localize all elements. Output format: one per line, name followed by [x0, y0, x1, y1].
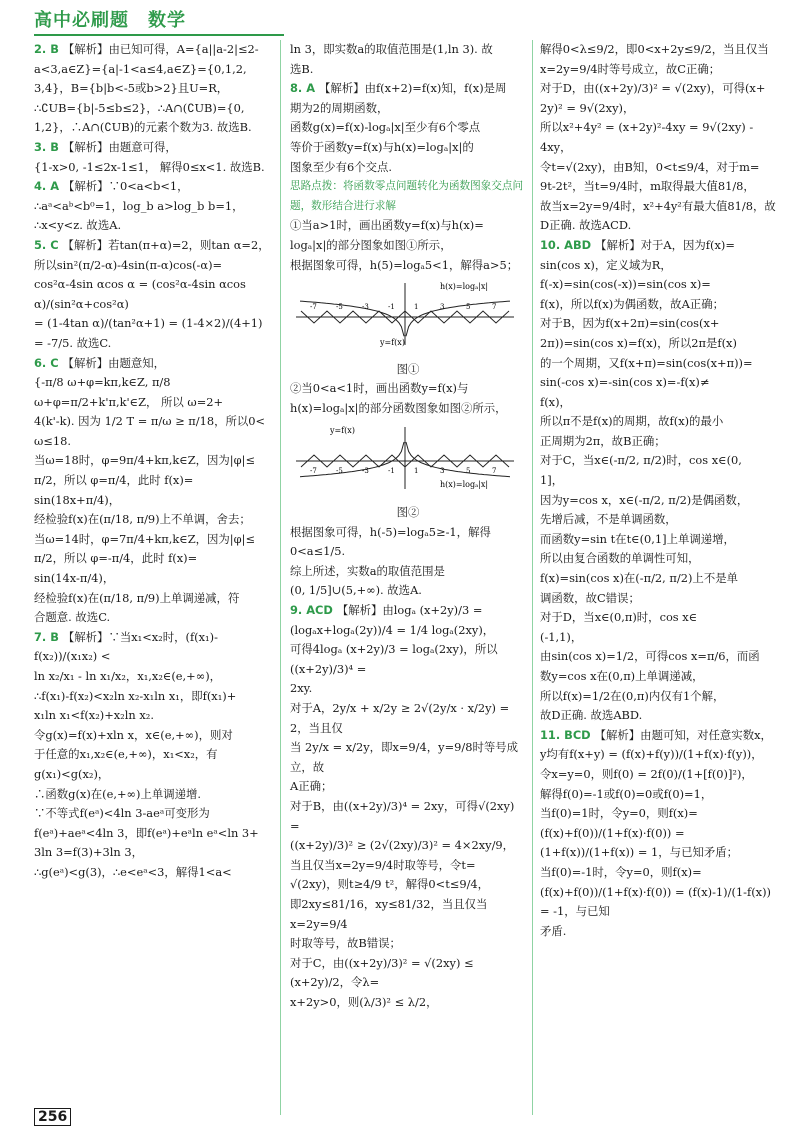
q8-line: (0, 1/5]∪(5,+∞). 故选A. [290, 583, 422, 598]
q11-line: (f(x)+f(0))/(1+f(x)·f(0)) = (1+f(x))/(1+f(x)) = 1，与已知矛盾； [540, 825, 739, 860]
q5-number: 5. C [34, 237, 63, 252]
q8-line: 0<a≤1/5. [290, 544, 346, 559]
tick-label: -5 [336, 303, 343, 312]
q7-line: g(x₁)<g(x₂)， [34, 766, 110, 781]
q10-line: (-1,1)， [540, 629, 583, 644]
q7-line: ∴g(eᵃ)<g(3)，∴e<eᵃ<3，解得1<a< [34, 864, 232, 879]
tick-label: 1 [414, 303, 419, 312]
q3-text: 【解析】由题意可得， [62, 139, 177, 154]
q10-line: 的一个周期，又f(x+π)=sin(cos(x+π))= [540, 355, 753, 370]
figure-2-graph [290, 423, 520, 493]
q10-line: 数y=cos x在(0,π)上单调递减， [540, 669, 704, 683]
q2-first-line [34, 40, 270, 79]
q7-line: ∴函数g(x)在(e,+∞)上单调递增. [34, 786, 202, 801]
figure-1-graph [290, 279, 520, 349]
q9-cont-line: 9t-2t²，当t=9/4时，m取得最大值81/8， [540, 179, 755, 194]
q9-text: 【解析】由logₐ (x+2y)/3 = [336, 603, 483, 618]
q7-line: ∴f(x₁)-f(x₂)<x₂ln x₂-x₁ln x₁，即f(x₁)+ [34, 688, 237, 703]
q7-line: 3ln 3=f(3)+3ln 3， [34, 845, 144, 860]
q11-line: 当f(0)=-1时，令y=0，则f(x)= [540, 864, 702, 879]
q10-text: 【解析】对于A，因为f(x)= [595, 237, 735, 252]
q10-line: f(-x)=sin(cos(-x))=sin(cos x)= [540, 277, 711, 292]
tick-label: -3 [362, 303, 369, 312]
q9-line: 当且仅当x=2y=9/4时取等号，令t= [290, 857, 476, 872]
q8-line: logₐ|x|的部分图象如图①所示， [290, 237, 452, 252]
q9-cont-line: 2y)² = 9√(2xy)， [540, 100, 635, 115]
q8-text: 【解析】由f(x+2)=f(x)知，f(x)是周 [319, 81, 507, 96]
q9-cont-line: 故当x=2y=9/4时，x²+4y²有最大值81/8，故 [540, 198, 776, 213]
q11-first-line [540, 726, 780, 746]
q7-line: 令g(x)=f(x)+xln x，x∈(e,+∞)，则对 [34, 727, 233, 742]
tick-label: 3 [440, 303, 445, 312]
q3-line: {1-x>0, -1≤2x-1≤1， 解得0≤x<1. 故选B. [34, 159, 265, 174]
q11-line: 当f(0)=1时，令y=0，则f(x)= [540, 806, 698, 821]
q4-first-line [34, 177, 270, 197]
q9-line: 当 2y/x = x/2y，即x=9/4，y=9/8时等号成立，故 [290, 740, 519, 774]
tick-label: 7 [492, 303, 497, 312]
q10-line: 所以由复合函数的单调性可知， [540, 551, 700, 566]
q7-number: 7. B [34, 629, 63, 644]
q9-line: 对于B，由((x+2y)/3)⁴ = 2xy，可得√(2xy) = [290, 799, 515, 833]
tick-label: -1 [388, 303, 395, 312]
q5-line: 所以sin²(π/2-α)-4sin(π-α)cos(-α)= [34, 257, 223, 272]
q6-first-line [34, 354, 270, 374]
q10-line: 由sin(cos x)=1/2，可得cos x=π/6，而函 [540, 649, 760, 664]
q3-first-line [34, 138, 270, 158]
column-3 [540, 40, 780, 941]
q9-cont-line: 令t=√(2xy)，由B知，0<t≤9/4，对于m= [540, 159, 760, 174]
q7-line: 于任意的x₁,x₂∈(e,+∞)，x₁<x₂，有 [34, 747, 218, 762]
q10-line: sin(cos x)，定义域为R， [540, 257, 672, 272]
q4-number: 4. A [34, 179, 63, 194]
q10-line: 而函数y=sin t在t∈(0,1]上单调递增， [540, 531, 735, 546]
q9-line: x+2y>0，则(λ/3)² ≤ λ/2， [290, 994, 438, 1009]
q8-number: 8. A [290, 81, 319, 96]
q6-line: 合题意. 故选C. [34, 610, 111, 625]
tick-label: -7 [310, 303, 317, 312]
hint-note: 思路点拨：将函数零点问题转化为函数图象交点问题，数形结合进行求解 [290, 180, 524, 212]
q6-line: {-π/8 ω+φ=kπ,k∈Z, π/8 ω+φ=π/2+k'π,k'∈Z， 所以 ω=2+ [34, 375, 224, 409]
tick-label: 5 [466, 303, 471, 312]
q2-line: 1,2}，∴A∩(∁UB)的元素个数为3. 故选B. [34, 120, 252, 135]
q9-line: A正确； [290, 779, 333, 794]
q2-line: ∴∁UB={b|-5≤b≤2}，∴A∩(∁UB)={0, [34, 100, 245, 115]
column-2 [290, 40, 526, 1013]
page-number: 256 [34, 1108, 71, 1126]
q9-line: 对于C，由((x+2y)/3)² = √(2xy) ≤ (x+2y)/2，令λ= [290, 955, 474, 990]
q6-line: 4(k'-k). 因为 1/2 T = π/ω ≥ π/18，所以0< [34, 414, 266, 429]
q5-line: = (1-4tan α)/(tan²α+1) = (1-4×2)/(4+1) = -7/5. 故选C. [34, 316, 263, 350]
column-divider [532, 40, 533, 1115]
q8-line: 根据图象可得，h(-5)=logₐ5≥-1，解得 [290, 524, 491, 539]
tick-label: 3 [440, 466, 445, 475]
q10-line: 1]， [540, 473, 564, 488]
q11-line: y均有f(x+y) = (f(x)+f(y))/(1+f(x)·f(y))， [540, 747, 763, 762]
q8-line: 综上所述，实数a的取值范围是 [290, 563, 445, 578]
q6-line: π/2，所以 φ=-π/4，此时 f(x)= [34, 551, 198, 566]
q9-cont-line: 对于D，由((x+2y)/3)² = √(2xy)，可得(x+ [540, 81, 766, 96]
q11-text: 【解析】由题可知，对任意实数x， [594, 727, 772, 742]
q9-first-line [290, 601, 526, 621]
q10-line: 2π))=sin(cos x)=f(x)，所以2π是f(x) [540, 335, 737, 350]
q10-line: 因为y=cos x，x∈(-π/2, π/2)是偶函数， [540, 492, 749, 507]
q8-line: 根据图象可得，h(5)=logₐ5<1，解得a>5； [290, 257, 519, 272]
q10-line: 对于D，当x∈(0,π)时，cos x∈ [540, 610, 698, 625]
q9-cont-line: x=2y=9/4时等号成立，故C正确； [540, 61, 721, 76]
q8-line: h(x)=logₐ|x|的部分函数图象如图②所示， [290, 400, 507, 415]
q10-line: 所以f(x)=1/2在(0,π)内仅有1个解， [540, 688, 725, 703]
q8-first-line [290, 79, 526, 99]
q9-cont-line: 所以x²+4y² = (x+2y)²-4xy = 9√(2xy) - 4xy， [540, 120, 754, 154]
q9-line: 对于A，2y/x + x/2y ≥ 2√(2y/x · x/2y) = 2，当且仅 [290, 701, 510, 735]
q6-line: 经检验f(x)在(π/18, π/9)上单调递减，符 [34, 590, 240, 605]
q6-line: 当ω=14时，φ=7π/4+kπ,k∈Z，因为|φ|≤ [34, 531, 256, 546]
q9-number: 9. ACD [290, 603, 337, 618]
q5-text: 【解析】若tan(π+α)=2，则tan α=2， [62, 237, 270, 252]
q5-first-line [34, 236, 270, 256]
h-label: h(x)=logₐ|x| [440, 479, 489, 489]
q10-number: 10. ABD [540, 237, 596, 252]
q6-line: 当ω=18时，φ=9π/4+kπ,k∈Z，因为|φ|≤ [34, 453, 256, 468]
q9-cont-line: D正确. 故选ACD. [540, 218, 632, 233]
q2-text: 【解析】由已知可得，A={a||a-2|≤2-a<3,a∈Z}={a|-1<a≤4,a∈Z}={0,1,2, [34, 42, 259, 76]
q7-cont-line: ln 3，即实数a的取值范围是(1,ln 3). 故 [290, 42, 493, 56]
q7-line: f(eᵃ)+aeᵃ<4ln 3，即f(eᵃ)+eᵃln eᵃ<ln 3+ [34, 825, 259, 840]
tick-label: 7 [492, 466, 497, 475]
figure-1 [290, 279, 526, 356]
q7-first-line [34, 628, 270, 667]
q10-first-line [540, 236, 780, 256]
q9-cont-line: 解得0<λ≤9/2，即0<x+2y≤9/2，当且仅当 [540, 42, 769, 56]
q6-line: π/2，所以 φ=π/4，此时 f(x)= [34, 473, 194, 488]
tick-label: -1 [388, 466, 395, 475]
tick-label: -5 [336, 466, 343, 475]
tick-label: -3 [362, 466, 369, 475]
header-rule [34, 34, 284, 36]
q7-line: ln x₂/x₁ - ln x₁/x₂，x₁,x₂∈(e,+∞)， [34, 669, 222, 683]
q9-line: √(2xy)，则t≥4/9 t²，解得0<t≤9/4， [290, 877, 490, 892]
tick-label: 1 [414, 466, 419, 475]
q6-number: 6. C [34, 355, 63, 370]
q9-line: 即2xy≤81/16，xy≤81/32，当且仅当x=2y=9/4 [290, 896, 488, 931]
q11-number: 11. BCD [540, 727, 595, 742]
q7-text: 【解析】∵当x₁<x₂时，(f(x₁)-f(x₂))/(x₁x₂) < [34, 629, 218, 664]
header-title: 高中必刷题 数学 [34, 10, 186, 31]
figure-2 [290, 423, 526, 500]
q2-line: 3,4}，B={b|b<-5或b>2}且U=R， [34, 81, 229, 96]
q6-line: sin(14x-π/4)， [34, 571, 115, 586]
q5-line: cos²α-4sin αcos α = (cos²α-4sin αcos α)/(sin²α+cos²α) [34, 277, 246, 311]
q11-line: 解得f(0)=-1或f(0)=0或f(0)=1， [540, 786, 713, 801]
h-label: h(x)=logₐ|x| [440, 282, 489, 292]
q3-number: 3. B [34, 139, 63, 154]
q10-line: 对于C，当x∈(-π/2, π/2)时，cos x∈(0, [540, 453, 742, 468]
q2-number: 2. B [34, 42, 63, 56]
q9-line: 时取等号，故B错误； [290, 936, 401, 951]
q6-line: sin(18x+π/4)， [34, 492, 121, 507]
tick-label: -7 [310, 466, 317, 475]
q9-line: ((x+2y)/3)² ≥ (2√(2xy)/3)² = 4×2xy/9， [290, 838, 515, 853]
q10-line: sin(-cos x)=-sin(cos x)=-f(x)≠ [540, 375, 710, 390]
q11-line: 令x=y=0，则f(0) = 2f(0)/(1+[f(0)]²)， [540, 766, 753, 781]
q10-line: f(x)=sin(cos x)在(-π/2, π/2)上不是单 [540, 571, 738, 586]
q10-line: 所以π不是f(x)的周期，故f(x)的最小 [540, 414, 724, 429]
q10-line: f(x)，所以f(x)为偶函数，故A正确； [540, 296, 724, 311]
q8-line: 图象至少有6个交点. [290, 159, 392, 174]
q10-line: f(x)， [540, 394, 571, 409]
tick-label: 5 [466, 466, 471, 475]
q4-line: ∴aᵃ<aᵇ<b⁰=1，log_b a>log_b b=1， [34, 198, 244, 213]
column-divider [280, 40, 281, 1115]
q9-line: 2xy. [290, 681, 313, 696]
figure-caption: 图② [396, 505, 420, 520]
q7-line: x₁ln x₁<f(x₂)+x₂ln x₂. [34, 708, 154, 723]
q4-line: ∴x<y<z. 故选A. [34, 218, 122, 233]
q10-line: 故D正确. 故选ABD. [540, 708, 643, 723]
q7-cont-line: 选B. [290, 61, 314, 76]
f-label: y=f(x) [330, 425, 355, 435]
q6-text: 【解析】由题意知， [62, 355, 166, 370]
q6-line: ω≤18. [34, 433, 71, 448]
q10-line: 先增后减，不是单调函数， [540, 512, 677, 527]
q11-line: 矛盾. [540, 923, 567, 938]
column-1 [34, 40, 270, 883]
q11-line: (f(x)+f(0))/(1+f(x)·f(0)) = (f(x)-1)/(1-f(x)) = -1，与已知 [540, 884, 771, 919]
f-label: y=f(x) [380, 338, 405, 348]
q10-line: 正周期为2π，故B正确； [540, 433, 666, 448]
q9-line: (logₐx+logₐ(2y))/4 = 1/4 logₐ(2xy)， [290, 622, 495, 637]
figure-caption: 图① [396, 361, 420, 376]
q7-line: ∵不等式f(eᵃ)<4ln 3-aeᵃ可变形为 [34, 806, 210, 821]
q8-line: ①当a>1时，画出函数y=f(x)与h(x)= [290, 218, 484, 233]
q8-line: 期为2的周期函数， [290, 100, 389, 115]
q9-line: 可得4logₐ (x+2y)/3 = logₐ(2xy)，所以((x+2y)/3)⁴ = [290, 642, 498, 676]
q4-text: 【解析】∵0<a<b<1， [63, 179, 189, 194]
q10-line: 对于B，因为f(x+2π)=sin(cos(x+ [540, 316, 720, 331]
q8-line: 函数g(x)=f(x)-logₐ|x|至少有6个零点 [290, 120, 481, 135]
q10-line: 调函数，故C错误； [540, 590, 640, 605]
q8-line: 等价于函数y=f(x)与h(x)=logₐ|x|的 [290, 139, 474, 154]
q8-line: ②当0<a<1时，画出函数y=f(x)与 [290, 381, 469, 396]
page-header [34, 6, 186, 34]
q6-line: 经检验f(x)在(π/18, π/9)上不单调，舍去； [34, 512, 251, 527]
